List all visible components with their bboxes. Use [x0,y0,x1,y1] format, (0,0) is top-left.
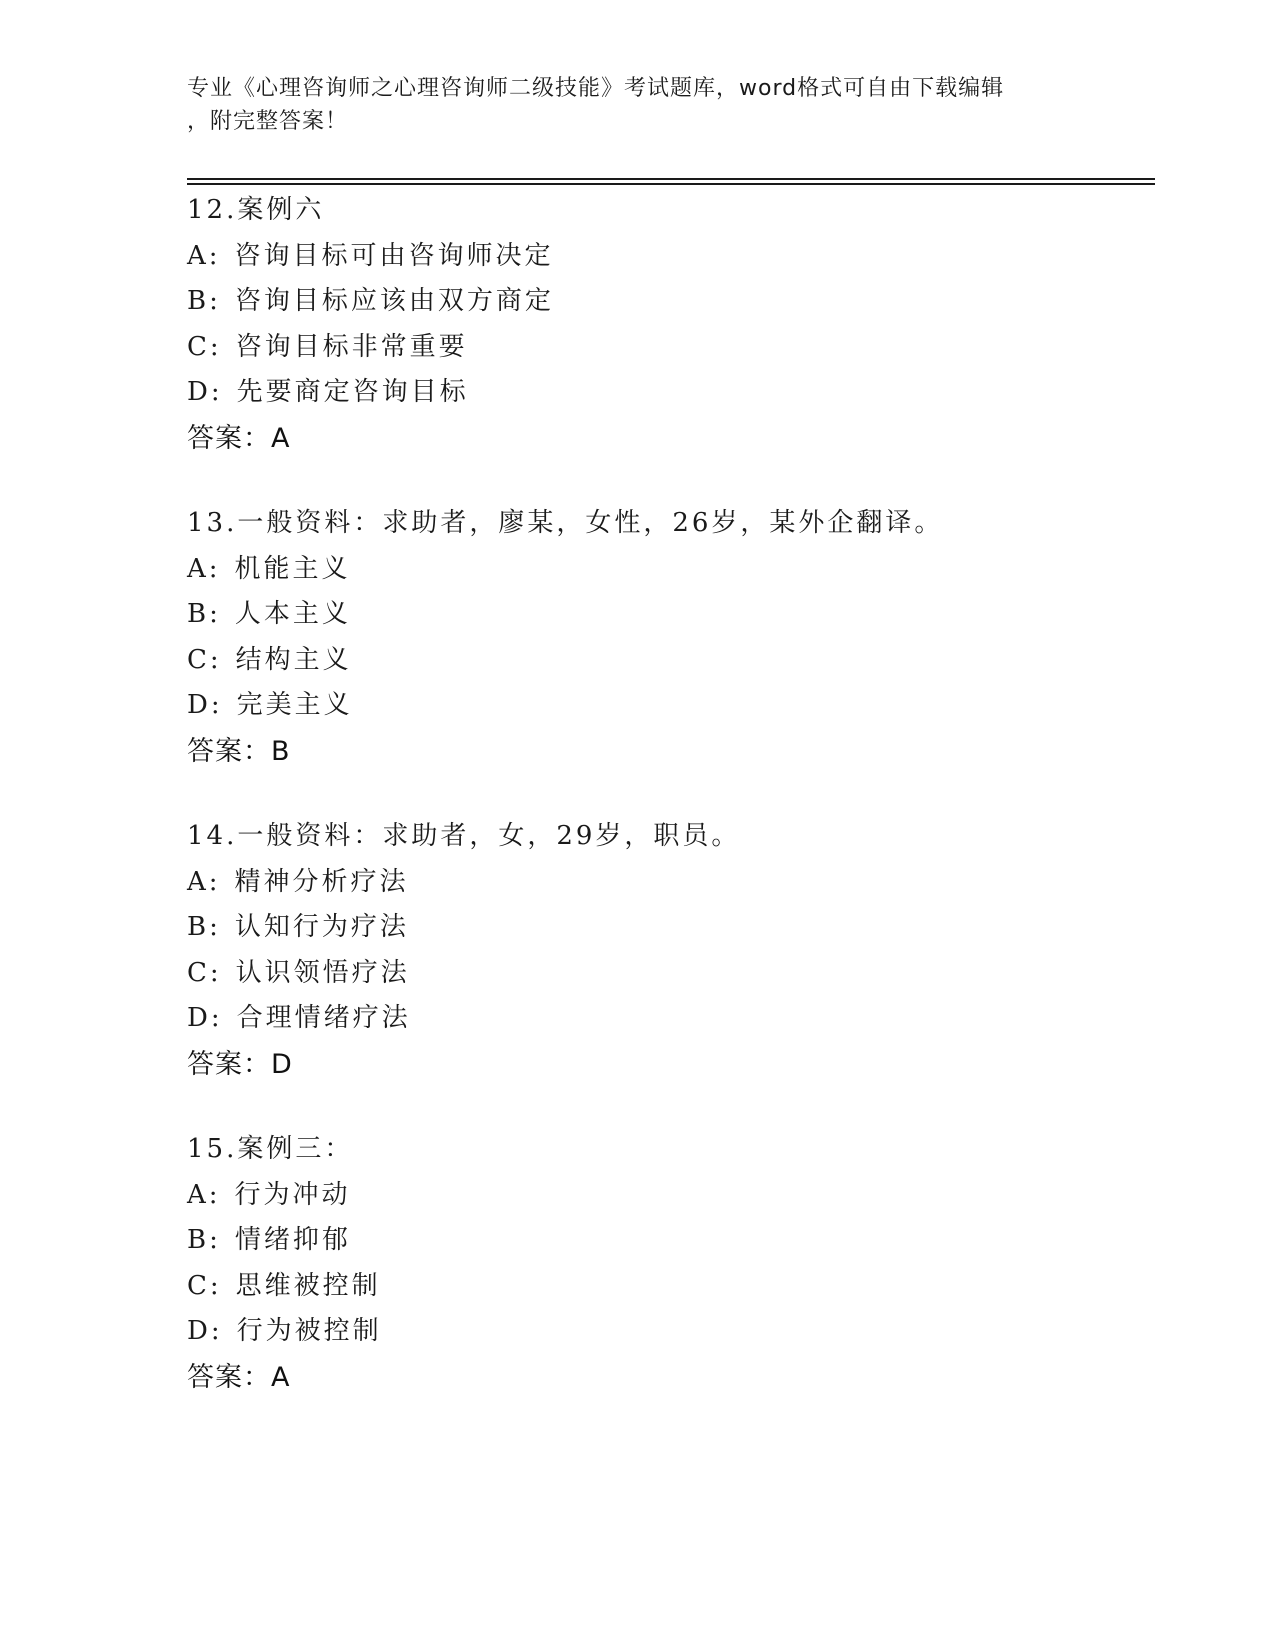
option-text: 结构主义 [235,644,352,675]
option-letter: A: [187,866,221,897]
option-b [187,279,1147,325]
option-letter: D: [187,1003,223,1033]
option-d [187,370,1147,416]
option-c [187,951,1147,997]
answer-line: 答案：B [187,735,291,767]
option-d [187,683,1147,729]
header-divider-top [187,178,1155,180]
option-letter: B: [187,1225,221,1255]
option-letter: B: [187,912,221,942]
option-text: 人本主义 [234,599,351,629]
option-letter: A: [187,553,221,584]
option-a [187,547,1147,593]
option-letter: C: [187,644,222,675]
option-c [187,1264,1147,1310]
option-b [187,1218,1147,1264]
question-13 [187,501,1147,774]
option-text: 行为被控制 [236,1316,382,1346]
option-letter: C: [187,957,222,988]
option-letter: D: [187,377,223,407]
option-b [187,905,1147,951]
option-text: 情绪抑郁 [234,1225,351,1255]
option-letter: D: [187,690,223,720]
option-letter: A: [187,240,221,271]
option-letter: B: [187,599,221,629]
question-stem: 12.案例六 [187,195,325,225]
question-stem: 13.一般资料：求助者，廖某，女性，26岁，某外企翻译。 [187,508,944,538]
header-divider-bottom [187,183,1155,185]
answer-line: 答案：D [187,1048,293,1080]
option-text: 机能主义 [234,553,351,584]
option-text: 咨询目标应该由双方商定 [234,286,554,316]
answer-line: 答案：A [187,1361,291,1393]
option-d [187,1309,1147,1355]
document-header [187,72,1077,138]
option-text: 完美主义 [236,690,353,720]
answer-line: 答案：A [187,422,291,454]
option-letter: D: [187,1316,223,1346]
option-letter: C: [187,331,222,362]
question-14 [187,814,1147,1087]
option-b [187,592,1147,638]
question-12 [187,188,1147,461]
header-line-2: ，附完整答案！ [187,109,349,134]
option-a [187,234,1147,280]
option-c [187,325,1147,371]
question-15 [187,1127,1147,1400]
option-letter: C: [187,1270,222,1301]
option-text: 认知行为疗法 [234,912,409,942]
option-a [187,860,1147,906]
option-text: 咨询目标非常重要 [235,331,468,362]
question-stem: 15.案例三： [187,1134,354,1164]
option-letter: A: [187,1179,221,1210]
option-text: 精神分析疗法 [234,866,409,897]
option-letter: B: [187,286,221,316]
option-text: 认识领悟疗法 [235,957,410,988]
option-text: 行为冲动 [234,1179,351,1210]
question-list [187,188,1147,1440]
option-c [187,638,1147,684]
option-text: 先要商定咨询目标 [236,377,469,407]
option-d [187,996,1147,1042]
question-stem: 14.一般资料：求助者，女，29岁，职员。 [187,821,741,851]
header-line-1: 专业《心理咨询师之心理咨询师二级技能》考试题库，word格式可自由下载编辑 [187,76,1005,101]
option-text: 思维被控制 [235,1270,381,1301]
option-text: 合理情绪疗法 [236,1003,411,1033]
option-a [187,1173,1147,1219]
option-text: 咨询目标可由咨询师决定 [234,240,554,271]
